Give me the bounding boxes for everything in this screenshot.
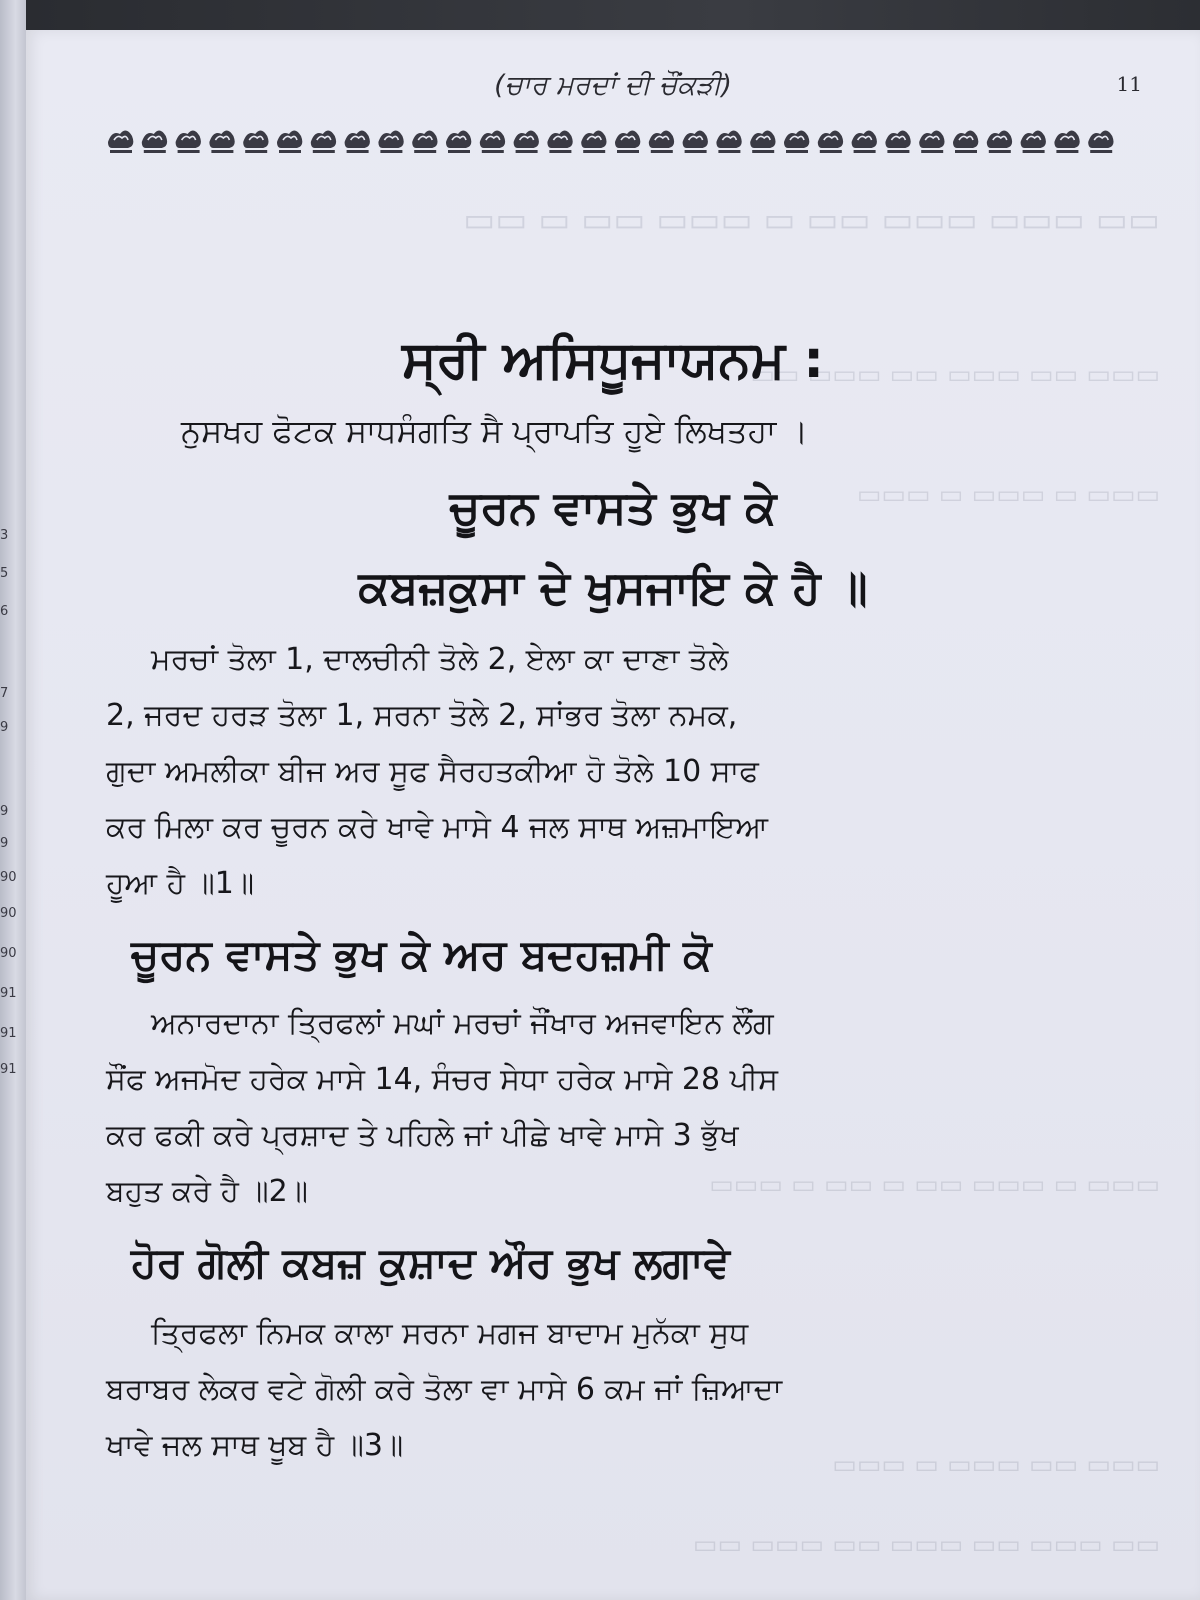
recipe-1-line: ਮਰਚਾਂ ਤੋਲਾ 1, ਦਾਲਚੀਨੀ ਤੋਲੇ 2, ਏਲਾ ਕਾ ਦਾਣਾ ਤੋਲੇ [151, 642, 729, 677]
ornament-motif [209, 130, 234, 153]
ornament-motif [716, 130, 741, 153]
page-title: ਸ੍ਰੀ ਅਸਿਧੂਜਾਯਨਮ : [401, 330, 825, 390]
facing-page-number: 5 [0, 566, 9, 581]
ornament-motif [987, 130, 1012, 153]
ornament-motif [547, 130, 572, 153]
facing-page-number: 91 [0, 986, 17, 1001]
facing-page-edge [0, 0, 26, 1600]
facing-page-number: 7 [0, 686, 9, 701]
ornament-motif [345, 130, 370, 153]
ornament-motif [818, 130, 843, 153]
facing-page-number: 9 [0, 804, 9, 819]
show-through-text: ▭▭ ▭ ▭▭ ▭▭▭ ▭ ▭▭ ▭▭▭ ▭▭▭ ▭▭ [463, 200, 1160, 240]
show-through-text: ▭▭▭ ▭ ▭▭▭ ▭ ▭▭▭ [856, 480, 1160, 510]
recipe-3-line: ਖਾਵੇ ਜਲ ਸਾਥ ਖੂਬ ਹੈ ॥3॥ [106, 1428, 404, 1463]
ornament-motif [176, 130, 201, 153]
ornament-motif [243, 130, 268, 153]
ornament-motif [514, 130, 539, 153]
facing-page-number: 9 [0, 836, 9, 851]
section-heading-1b: ਕਬਜ਼ਕੁਸਾ ਦੇ ਖੁਸਜਾਇ ਕੇ ਹੈ ॥ [358, 560, 868, 614]
recipe-1-line: ਕਰ ਮਿਲਾ ਕਰ ਚੂਰਨ ਕਰੇ ਖਾਵੇ ਮਾਸੇ 4 ਜਲ ਸਾਥ ਅਜ਼ਮਾਇਆ [106, 810, 768, 845]
ornament-motif [649, 130, 674, 153]
facing-page-number: 91 [0, 1062, 17, 1077]
book-cover-shadow [26, 0, 1200, 30]
ornament-motif [953, 130, 978, 153]
ornament-motif [852, 130, 877, 153]
recipe-1-line: ਗੁਦਾ ਅਮਲੀਕਾ ਬੀਜ ਅਰ ਸੂਫ ਸੈਰਹਤਕੀਆ ਹੋ ਤੋਲੇ 10 ਸਾਫ [106, 754, 759, 789]
ornament-motif [446, 130, 471, 153]
ornament-motif [378, 130, 403, 153]
running-header: (ਚਾਰ ਮਰਦਾਂ ਦੀ ਚੌਂਕੜੀ) [494, 70, 732, 101]
ornament-motif [885, 130, 910, 153]
recipe-1-line: 2, ਜਰਦ ਹਰੜ ਤੋਲਾ 1, ਸਰਨਾ ਤੋਲੇ 2, ਸਾਂਭਰ ਤੋਲਾ ਨਮਕ, [106, 698, 738, 733]
ornamental-border [106, 122, 1122, 158]
section-heading-1a: ਚੂਰਨ ਵਾਸਤੇ ਭੁਖ ਕੇ [449, 480, 777, 534]
recipe-2-line: ਅਨਾਰਦਾਨਾ ਤ੍ਰਿਫਲਾਂ ਮਘਾਂ ਮਰਚਾਂ ਜੌਂਖਾਰ ਅਜਵਾਇਨ ਲੌਂਗ [151, 1006, 774, 1041]
recipe-2-line: ਬਹੁਤ ਕਰੇ ਹੈ ॥2॥ [106, 1174, 308, 1209]
facing-page-number: 91 [0, 1026, 17, 1041]
facing-page-number: 90 [0, 906, 17, 921]
recipe-2-line: ਸੌਂਫ ਅਜਮੋਦ ਹਰੇਕ ਮਾਸੇ 14, ਸੰਚਰ ਸੇਧਾ ਹਰੇਕ ਮਾਸੇ 28 ਪੀਸ [106, 1062, 778, 1097]
ornament-motif [615, 130, 640, 153]
ornament-motif [919, 130, 944, 153]
recipe-2-line: ਕਰ ਫਕੀ ਕਰੇ ਪ੍ਰਸ਼ਾਦ ਤੇ ਪਹਿਲੇ ਜਾਂ ਪੀਛੇ ਖਾਵੇ ਮਾਸੇ 3 ਭੁੱਖ [106, 1118, 739, 1153]
section-heading-3: ਹੋਰ ਗੋਲੀ ਕਬਜ਼ ਕੁਸ਼ਾਦ ਔਰ ਭੁਖ ਲਗਾਵੇ [131, 1238, 730, 1287]
ornament-motif [581, 130, 606, 153]
show-through-text: ▭▭ ▭▭▭ ▭▭ ▭▭▭ ▭▭ ▭▭▭ [750, 360, 1160, 390]
section-heading-2: ਚੂਰਨ ਵਾਸਤੇ ਭੁਖ ਕੇ ਅਰ ਬਦਹਜ਼ਮੀ ਕੋ [131, 930, 712, 979]
ornament-motif [277, 130, 302, 153]
recipe-3-line: ਬਰਾਬਰ ਲੇਕਰ ਵਟੇ ਗੋਲੀ ਕਰੇ ਤੋਲਾ ਵਾ ਮਾਸੇ 6 ਕਮ ਜਾਂ ਜ਼ਿਆਦਾ [106, 1372, 783, 1407]
show-through-text: ▭▭ ▭▭▭ ▭▭ ▭▭▭ ▭▭ ▭▭▭ ▭▭ [692, 1530, 1160, 1560]
ornament-motif [1054, 130, 1079, 153]
ornament-motif [683, 130, 708, 153]
facing-page-number: 90 [0, 870, 17, 885]
show-through-text: ▭▭▭ ▭ ▭▭▭ ▭▭ ▭▭▭ [832, 1450, 1160, 1480]
recipe-1-line: ਹੂਆ ਹੈ ॥1॥ [106, 866, 255, 901]
facing-page-number: 3 [0, 528, 9, 543]
ornament-motif [750, 130, 775, 153]
page-number: 11 [1116, 72, 1142, 96]
intro-line: ਨੁਸਖਹ ਫੋਟਕ ਸਾਧਸੰਗਤਿ ਸੈ ਪ੍ਰਾਪਤਿ ਹੂਏ ਲਿਖਤਹਾ । [181, 412, 809, 450]
ornament-motif [784, 130, 809, 153]
facing-page-number: 90 [0, 946, 17, 961]
ornament-motif [1088, 130, 1113, 153]
ornament-motif [108, 130, 133, 153]
ornament-motif [1021, 130, 1046, 153]
facing-page-number: 6 [0, 604, 9, 619]
book-page [26, 30, 1200, 1600]
ornament-motif [142, 130, 167, 153]
facing-page-number: 9 [0, 720, 9, 735]
recipe-3-line: ਤ੍ਰਿਫਲਾ ਨਿਮਕ ਕਾਲਾ ਸਰਨਾ ਮਗਜ ਬਾਦਾਮ ਮੁਨੱਕਾ ਸੁਧ [151, 1316, 749, 1351]
ornament-motif [480, 130, 505, 153]
ornament-motif [412, 130, 437, 153]
show-through-text: ▭▭▭ ▭ ▭▭ ▭ ▭▭ ▭▭▭ ▭ ▭▭▭ [709, 1170, 1160, 1200]
ornament-motif [311, 130, 336, 153]
